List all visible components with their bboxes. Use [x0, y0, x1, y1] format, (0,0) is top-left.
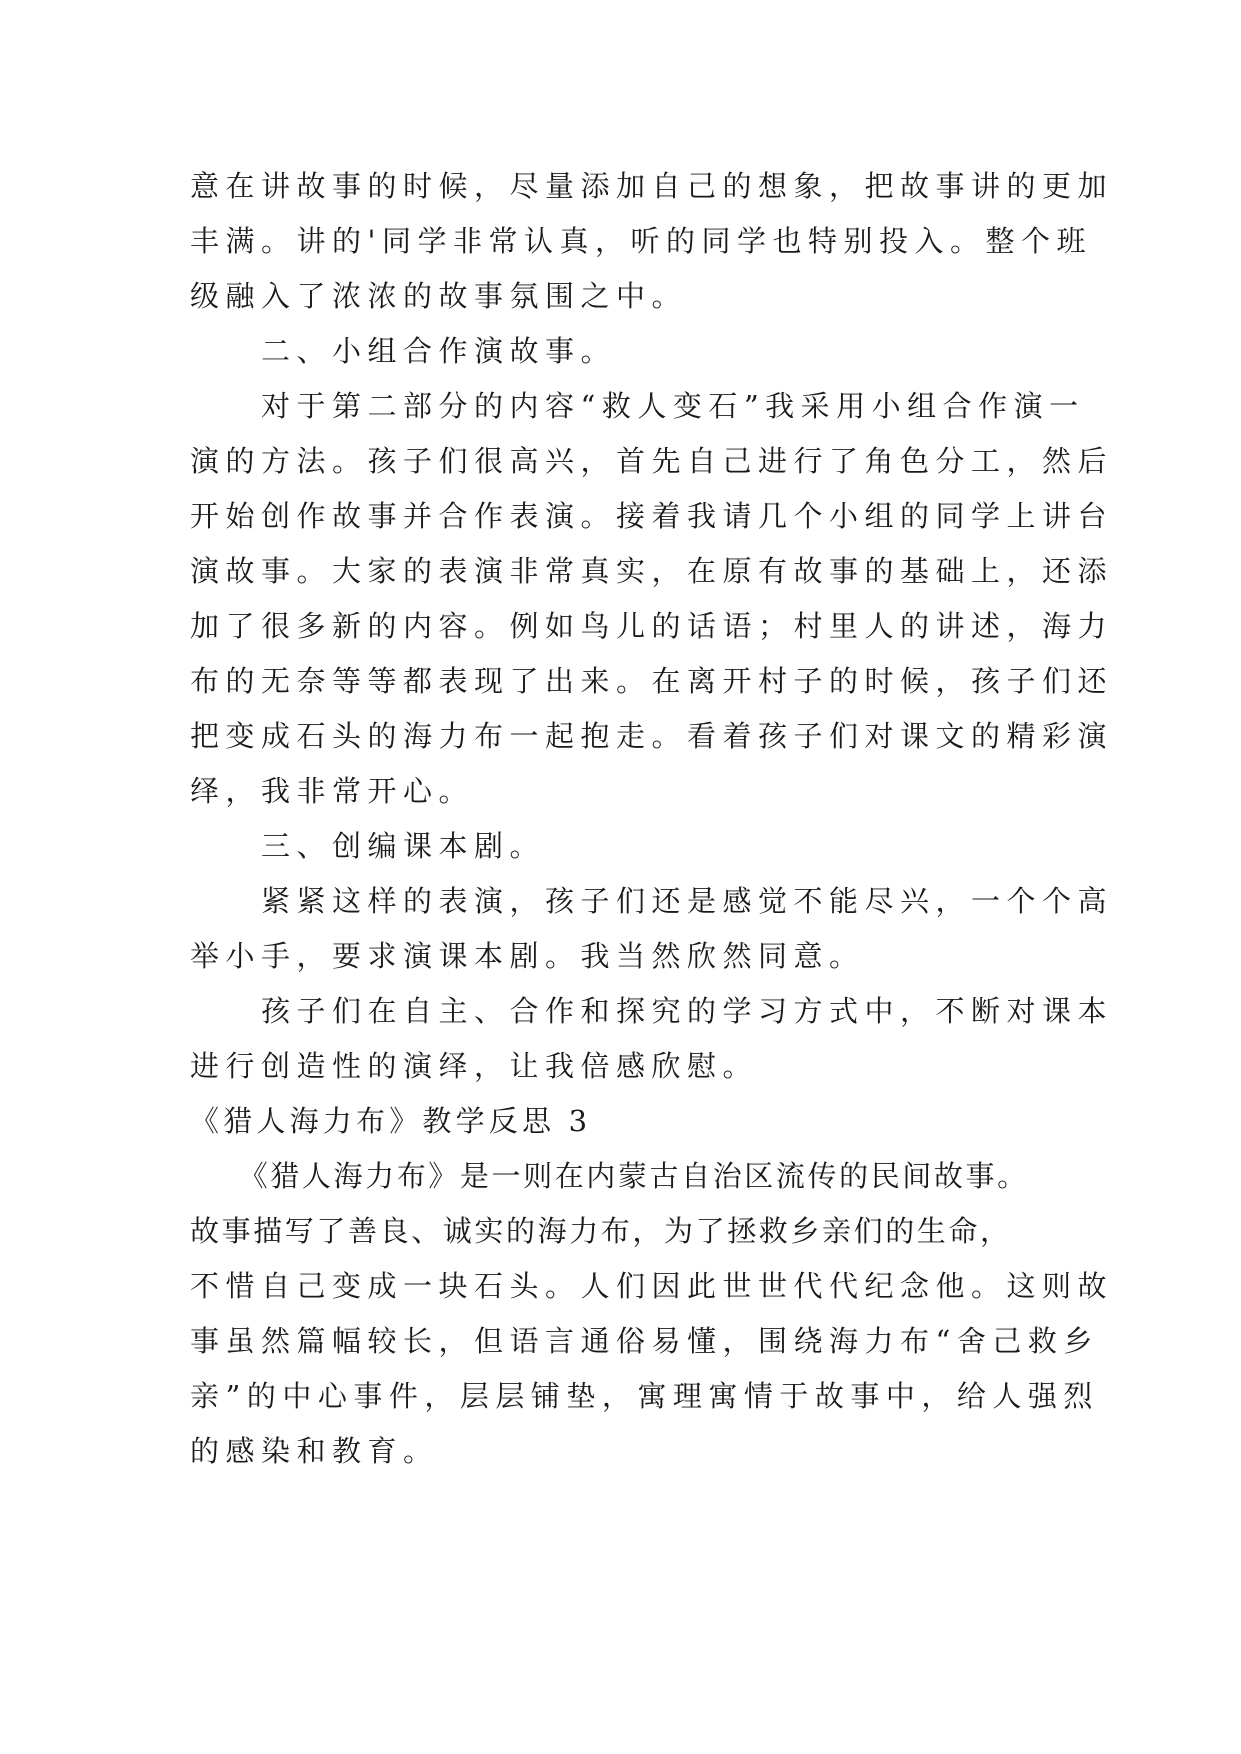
paragraph-line: 丰满。讲的'同学非常认真，听的同学也特别投入。整个班: [190, 224, 1092, 258]
paragraph-line: 紧紧这样的表演，孩子们还是感觉不能尽兴，一个个高: [190, 884, 1114, 918]
paragraph-line: 的感染和教育。: [190, 1434, 439, 1468]
paragraph-line: 开始创作故事并合作表演。接着我请几个小组的同学上讲台: [190, 499, 1114, 533]
paragraph-line: 加了很多新的内容。例如鸟儿的话语；村里人的讲述，海力: [190, 609, 1114, 643]
paragraph-line: 意在讲故事的时候，尽量添加自己的想象，把故事讲的更加: [190, 169, 1114, 203]
paragraph-line: 对于第二部分的内容“救人变石”我采用小组合作演一: [190, 389, 1085, 423]
paragraph-line: 事虽然篇幅较长，但语言通俗易懂，围绕海力布“舍己救乡: [190, 1324, 1099, 1358]
paragraph-line: 孩子们在自主、合作和探究的学习方式中，不断对课本: [190, 994, 1114, 1028]
paragraph-line: 把变成石头的海力布一起抱走。看着孩子们对课文的精彩演: [190, 719, 1114, 753]
paragraph-line: 演的方法。孩子们很高兴，首先自己进行了角色分工，然后: [190, 444, 1114, 478]
section-heading: 二、小组合作演故事。: [190, 334, 617, 368]
paragraph-line: 不惜自己变成一块石头。人们因此世世代代纪念他。这则故: [190, 1269, 1114, 1303]
paragraph-line: 进行创造性的演绎，让我倍感欣慰。: [190, 1049, 759, 1083]
paragraph-line: 演故事。大家的表演非常真实，在原有故事的基础上，还添: [190, 554, 1114, 588]
paragraph-line: 举小手，要求演课本剧。我当然欣然同意。: [190, 939, 865, 973]
paragraph-line: 《猎人海力布》是一则在内蒙古自治区流传的民间故事。: [190, 1159, 1029, 1193]
paragraph-line: 绎，我非常开心。: [190, 774, 475, 808]
paragraph-line: 布的无奈等等都表现了出来。在离开村子的时候，孩子们还: [190, 664, 1114, 698]
paragraph-line: 亲”的中心事件，层层铺垫，寓理寓情于故事中，给人强烈: [190, 1379, 1099, 1413]
paragraph-line: 级融入了浓浓的故事氛围之中。: [190, 279, 688, 313]
document-title: 《猎人海力布》教学反思 3: [190, 1104, 592, 1138]
paragraph-line: 故事描写了善良、诚实的海力布，为了拯救乡亲们的生命，: [190, 1214, 1012, 1248]
section-heading: 三、创编课本剧。: [190, 829, 546, 863]
